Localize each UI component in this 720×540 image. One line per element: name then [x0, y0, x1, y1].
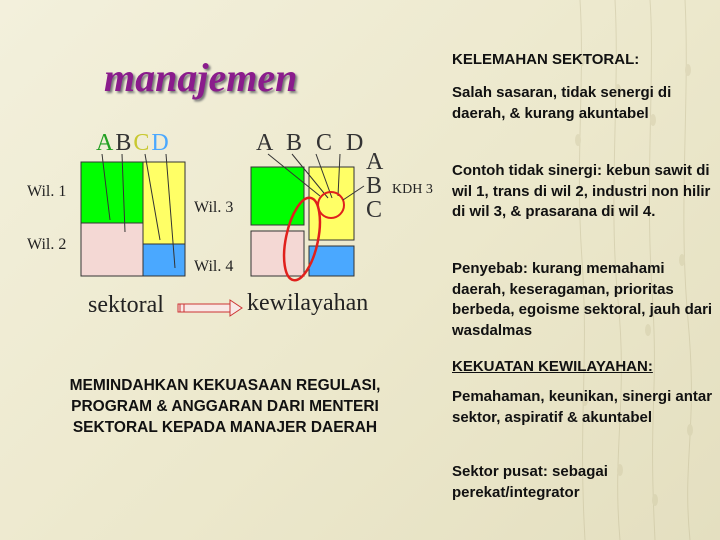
abc-letter-a: A — [366, 149, 384, 175]
sector-d-blue-block — [143, 244, 185, 276]
transform-arrow — [178, 300, 242, 316]
sektoral-label: sektoral — [88, 292, 164, 318]
region-letters: A B C D — [256, 130, 368, 156]
kewilayahan-label: kewilayahan — [247, 290, 369, 316]
kekuatan-title: KEKUATAN KEWILAYAHAN: — [452, 358, 653, 375]
sector-a-green-block — [81, 162, 143, 223]
page-title: manajemen — [104, 55, 298, 100]
sector-letter-d: D — [151, 130, 171, 156]
sector-b-pink-block — [81, 223, 143, 276]
sector-letter-b: B — [115, 130, 134, 156]
wil-1-label: Wil. 1 — [27, 183, 67, 200]
kekuatan-point-1: Pemahaman, keunikan, sinergi antar sektor, aspiratif & akuntabel — [452, 388, 713, 426]
sectoral-grid — [81, 154, 185, 276]
wil-3-label: Wil. 3 — [194, 199, 234, 216]
region-1-green — [251, 167, 304, 225]
kelemahan-point-3: Penyebab: kurang memahami daerah, keseragaman, prioritas berbeda, egoisme sektoral, jauh dari wasdalmas — [452, 260, 713, 339]
abc-letter-b: B — [366, 173, 383, 199]
kelemahan-point-2: Contoh tidak sinergi: kebun sawit di wil 1, trans di wil 2, industri non hilir di wil 3, & prasarana di wil 4. — [452, 162, 711, 220]
kekuatan-point-2: Sektor pusat: sebagai perekat/integrator — [452, 463, 608, 501]
sector-c-yellow-block — [143, 162, 185, 244]
sector-letter-a: A — [96, 130, 116, 156]
kdh-label: KDH 3 — [392, 182, 433, 197]
regional-grid — [251, 154, 364, 283]
wil-2-label: Wil. 2 — [27, 236, 67, 253]
abc-stack — [366, 150, 383, 222]
sector-letter-c: C — [133, 130, 152, 156]
abc-letter-c: C — [366, 197, 383, 223]
kelemahan-point-1: Salah sasaran, tidak senergi di daerah, & kurang akuntabel — [452, 84, 672, 122]
center-statement: MEMINDAHKAN KEKUASAAN REGULASI, PROGRAM & ANGGARAN DARI MENTERI SEKTORAL KEPADA MANAJER DAERAH — [69, 377, 381, 436]
wil-4-label: Wil. 4 — [194, 258, 234, 275]
kelemahan-title: KELEMAHAN SEKTORAL: — [452, 51, 640, 68]
region-2-pink — [251, 231, 304, 276]
sector-letters — [96, 130, 171, 157]
